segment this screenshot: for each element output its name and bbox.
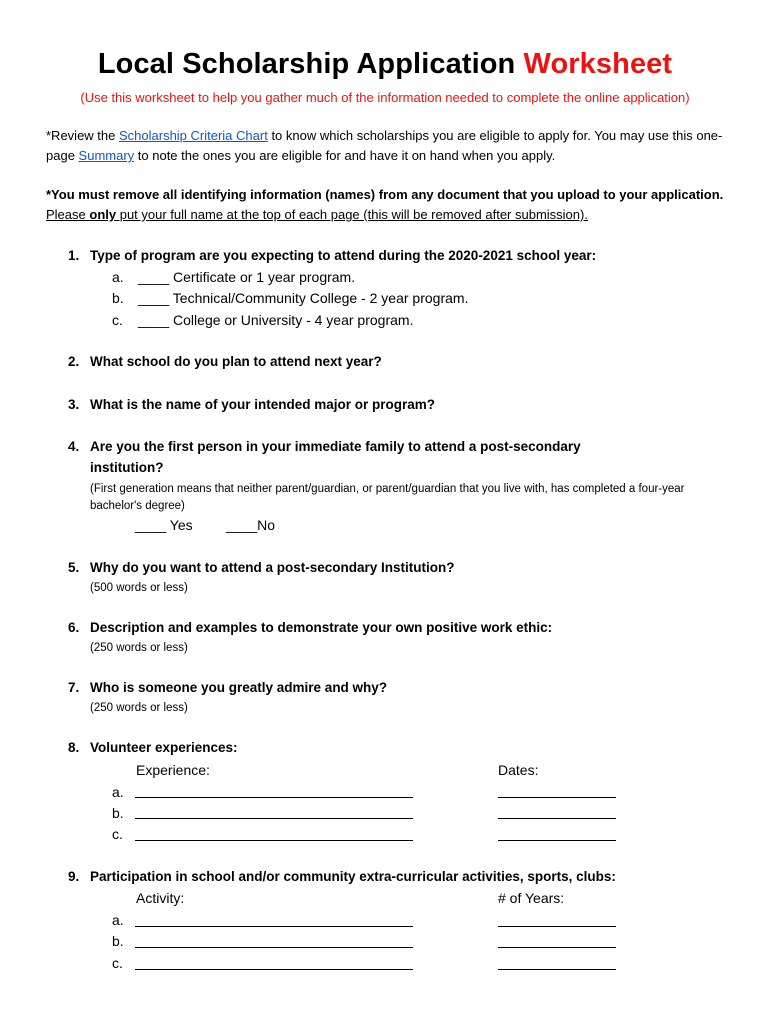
q8-row-c-letter: c. bbox=[112, 826, 123, 842]
q1-option-b bbox=[112, 290, 468, 306]
q9-col-years: # of Years: bbox=[498, 890, 565, 906]
q4-no: ____No bbox=[226, 517, 276, 533]
question-text: Volunteer experiences: bbox=[90, 740, 238, 755]
option-letter: b. bbox=[112, 290, 124, 306]
scholarship-criteria-chart-link[interactable]: Scholarship Criteria Chart bbox=[118, 128, 268, 143]
question-number: 7. bbox=[68, 680, 80, 695]
q8-dates-line-b[interactable] bbox=[498, 818, 616, 819]
option-text: ____ College or University - 4 year program. bbox=[138, 312, 414, 328]
q9-col-activity: Activity: bbox=[136, 890, 185, 906]
question-text: Are you the first person in your immediate family to attend a post-secondary bbox=[90, 439, 581, 454]
question-text: Type of program are you expecting to attend during the 2020-2021 school year: bbox=[90, 248, 597, 263]
remove-info-paragraph bbox=[46, 185, 736, 225]
q8-dates-line-a[interactable] bbox=[498, 797, 616, 798]
q8-experience-line-c[interactable] bbox=[135, 840, 413, 841]
question-number: 6. bbox=[68, 620, 80, 635]
question-number: 8. bbox=[68, 740, 80, 755]
question-number: 1. bbox=[68, 248, 80, 263]
question-4 bbox=[68, 439, 581, 454]
question-6 bbox=[68, 620, 552, 635]
question-number: 3. bbox=[68, 397, 80, 412]
q8-row-b-letter: b. bbox=[112, 805, 124, 821]
q8-col-dates: Dates: bbox=[498, 762, 539, 778]
option-letter: c. bbox=[112, 312, 123, 328]
q7-note: (250 words or less) bbox=[90, 702, 188, 714]
question-text: Description and examples to demonstrate your own positive work ethic: bbox=[90, 620, 553, 635]
q1-option-a bbox=[112, 269, 355, 285]
q9-activity-line-b[interactable] bbox=[135, 947, 413, 948]
q9-row-c-letter: c. bbox=[112, 955, 123, 971]
q1-option-c bbox=[112, 312, 413, 328]
question-1 bbox=[68, 248, 596, 263]
option-text: ____ Certificate or 1 year program. bbox=[138, 269, 356, 285]
question-9 bbox=[68, 869, 616, 884]
q4-yes: ____ Yes bbox=[135, 517, 193, 533]
q8-row-a-letter: a. bbox=[112, 784, 124, 800]
q6-note: (250 words or less) bbox=[90, 642, 188, 654]
review-prefix: *Review the bbox=[46, 128, 119, 143]
title-accent: Worksheet bbox=[523, 48, 673, 80]
option-letter: a. bbox=[112, 269, 124, 285]
remove-info-u1: Please bbox=[46, 207, 90, 222]
remove-info-only: only bbox=[89, 207, 117, 222]
option-text: ____ Technical/Community College - 2 year program. bbox=[138, 290, 469, 306]
q4-note: (First generation means that neither parent/guardian, or parent/guardian that you live with, has completed a four-year bachelor's degree) bbox=[90, 483, 685, 512]
q5-note: (500 words or less) bbox=[90, 582, 188, 594]
q9-activity-line-c[interactable] bbox=[135, 969, 413, 970]
review-middle: to know which scholarships you are eligible to apply for. You may use this one-page bbox=[46, 128, 723, 163]
question-number: 2. bbox=[68, 354, 80, 369]
review-suffix: to note the ones you are eligible for and have it on hand when you apply. bbox=[134, 148, 556, 163]
question-text: What is the name of your intended major or program? bbox=[90, 397, 436, 412]
question-text: Participation in school and/or community extra-curricular activities, sports, clubs: bbox=[90, 869, 616, 884]
q9-activity-line-a[interactable] bbox=[135, 926, 413, 927]
page-title bbox=[0, 48, 770, 81]
q8-col-experience: Experience: bbox=[136, 762, 210, 778]
question-number: 5. bbox=[68, 560, 80, 575]
review-paragraph bbox=[46, 126, 736, 166]
title-main: Local Scholarship Application bbox=[97, 48, 524, 80]
question-5 bbox=[68, 560, 455, 575]
question-number: 9. bbox=[68, 869, 80, 884]
q9-years-line-c[interactable] bbox=[498, 969, 616, 970]
question-number: 4. bbox=[68, 439, 80, 454]
remove-info-u3: put your full name at the top of each page (this will be removed after submission). bbox=[116, 207, 588, 222]
question-text: What school do you plan to attend next year? bbox=[90, 354, 382, 369]
question-3 bbox=[68, 397, 435, 412]
remove-info-bold: *You must remove all identifying information (names) from any document that you upload to your application. bbox=[46, 187, 724, 202]
question-8 bbox=[68, 740, 238, 755]
q9-years-line-b[interactable] bbox=[498, 947, 616, 948]
q9-years-line-a[interactable] bbox=[498, 926, 616, 927]
question-text: Why do you want to attend a post-secondary Institution? bbox=[90, 560, 455, 575]
subtitle: (Use this worksheet to help you gather much of the information needed to complete the online application) bbox=[80, 90, 690, 105]
q9-row-a-letter: a. bbox=[112, 912, 124, 928]
q8-experience-line-b[interactable] bbox=[135, 818, 413, 819]
q9-row-b-letter: b. bbox=[112, 933, 124, 949]
q8-dates-line-c[interactable] bbox=[498, 840, 616, 841]
summary-link[interactable]: Summary bbox=[78, 148, 135, 163]
q8-experience-line-a[interactable] bbox=[135, 797, 413, 798]
question-4-cont: institution? bbox=[90, 460, 164, 475]
question-text: Who is someone you greatly admire and why? bbox=[90, 680, 388, 695]
question-7 bbox=[68, 680, 387, 695]
question-2 bbox=[68, 354, 382, 369]
